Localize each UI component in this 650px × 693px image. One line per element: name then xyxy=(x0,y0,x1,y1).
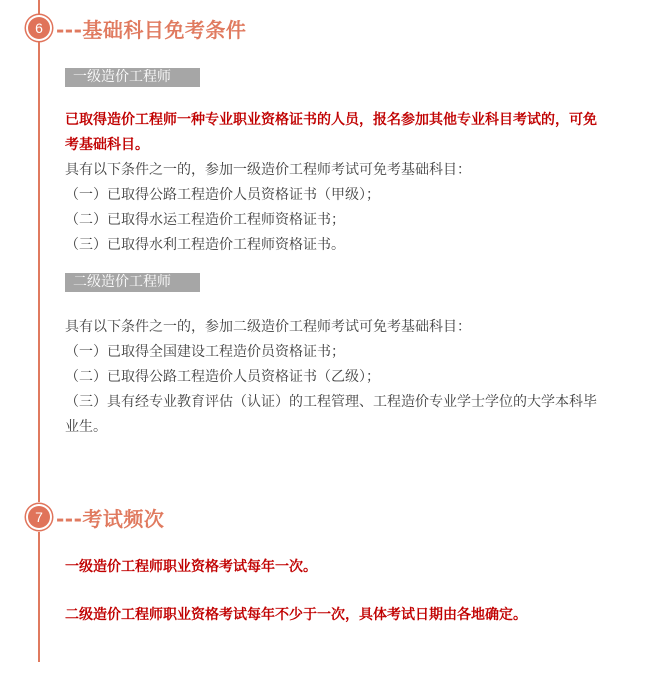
level-1-item: （二）已取得水运工程造价工程师资格证书； xyxy=(65,212,345,228)
level-2-item: （二）已取得公路工程造价人员资格证书（乙级）； xyxy=(65,369,380,385)
section-title-frequency: ---考试频次 xyxy=(56,507,165,531)
level-1-item: （一）已取得公路工程造价人员资格证书（甲级）； xyxy=(65,187,380,203)
frequency-level-1: 一级造价工程师职业资格考试每年一次。 xyxy=(65,559,317,575)
timeline-line xyxy=(38,42,40,502)
level-2-item: （一）已取得全国建设工程造价员资格证书； xyxy=(65,344,345,360)
section-title-exemption: ---基础科目免考条件 xyxy=(56,18,247,42)
level-1-content xyxy=(65,108,610,258)
level-1-item: （三）已取得水利工程造价工程师资格证书。 xyxy=(65,237,345,253)
step-number-6-icon: 6 xyxy=(28,17,50,39)
frequency-line-2 xyxy=(65,603,610,628)
tag-level-1: 一级造价工程师 xyxy=(65,68,200,87)
level-2-content xyxy=(65,315,610,440)
level-2-intro: 具有以下条件之一的，参加二级造价工程师考试可免考基础科目： xyxy=(65,319,471,335)
level-2-item: （三）具有经专业教育评估（认证）的工程管理、工程造价专业学士学位的大学本科毕业生。 xyxy=(65,394,597,435)
step-number-7-icon: 7 xyxy=(28,506,50,528)
tag-level-2: 二级造价工程师 xyxy=(65,273,200,292)
frequency-level-2: 二级造价工程师职业资格考试每年不少于一次，具体考试日期由各地确定。 xyxy=(65,607,527,623)
frequency-line-1 xyxy=(65,555,610,580)
level-1-highlight: 已取得造价工程师一种专业职业资格证书的人员，报名参加其他专业科目考试的，可免考基础科目。 xyxy=(65,112,597,153)
level-1-intro: 具有以下条件之一的，参加一级造价工程师考试可免考基础科目： xyxy=(65,162,471,178)
timeline-line xyxy=(38,532,40,662)
timeline-line xyxy=(38,0,40,14)
